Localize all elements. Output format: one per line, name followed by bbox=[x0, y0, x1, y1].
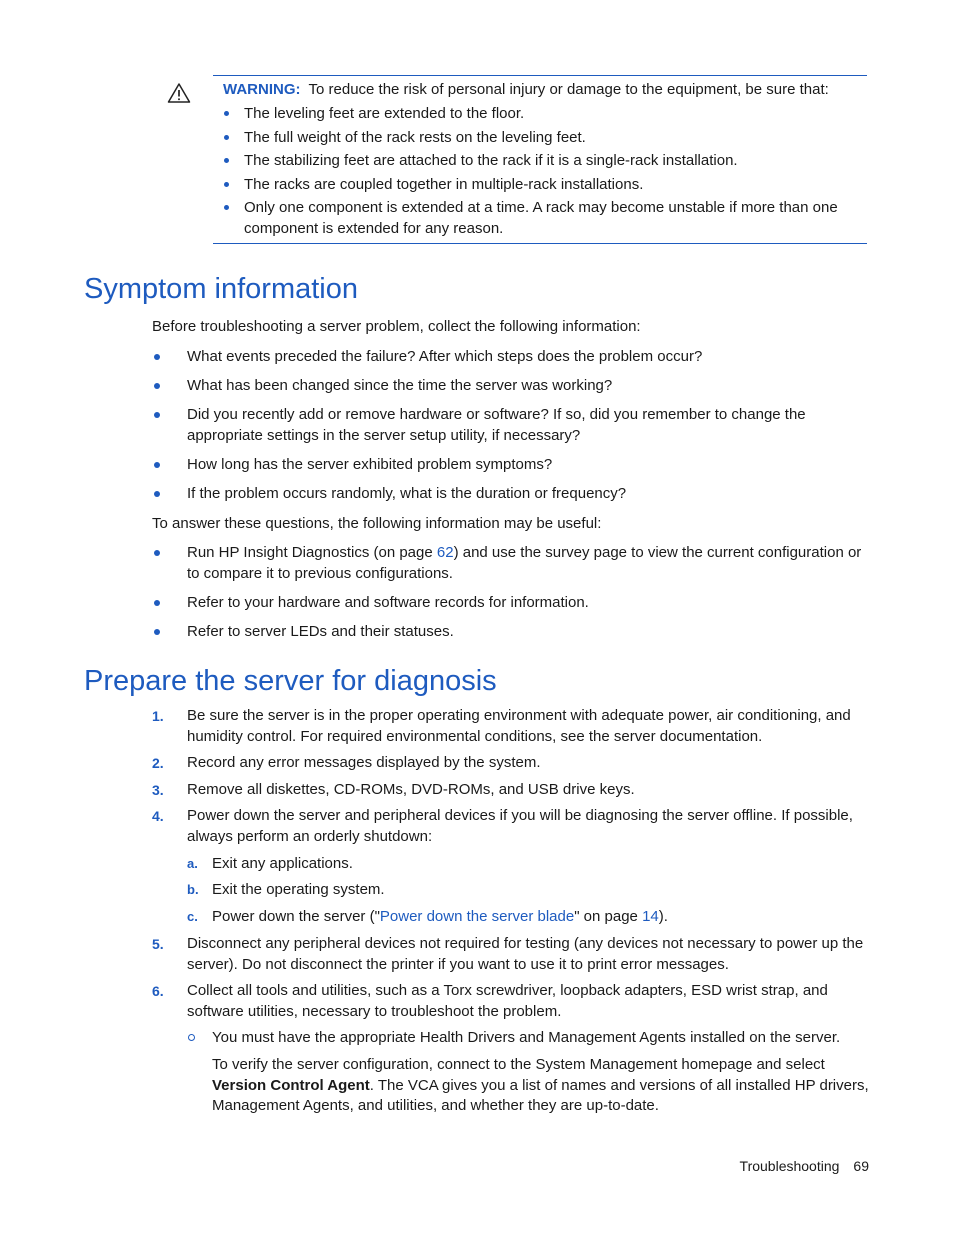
step-item bbox=[152, 706, 867, 747]
list-item-text: Run HP Insight Diagnostics (on page bbox=[187, 544, 437, 561]
warning-item bbox=[224, 150, 864, 171]
list-item-text: Did you recently add or remove hardware or software? If so, did you remember to change the appropriate settings in the server setup utility, if necessary? bbox=[187, 406, 806, 444]
section-title-prepare: Prepare the server for diagnosis bbox=[84, 665, 497, 697]
substep-text: Exit the operating system. bbox=[212, 881, 385, 898]
list-item-text: How long has the server exhibited problem symptoms? bbox=[187, 456, 553, 473]
power-down-blade-link[interactable]: Power down the server blade bbox=[379, 908, 575, 925]
step-text: Power down the server and peripheral devices if you will be diagnosing the server offline. If possible, always perform an orderly shutdown: bbox=[187, 807, 853, 845]
substep-text: ). bbox=[658, 908, 668, 925]
substep-text: Power down the server (" bbox=[212, 908, 380, 925]
step-number: 3. bbox=[152, 782, 164, 798]
list-item bbox=[152, 375, 867, 396]
step-text: Record any error messages displayed by the system. bbox=[187, 754, 541, 771]
page-number: 69 bbox=[853, 1158, 869, 1174]
warning-item-text: The racks are coupled together in multiple-rack installations. bbox=[244, 176, 644, 193]
symptom-intro-2: To answer these questions, the following information may be useful: bbox=[152, 515, 602, 532]
step-item bbox=[152, 780, 867, 801]
step-number: 2. bbox=[152, 755, 164, 771]
warning-item-text: The stabilizing feet are attached to the rack if it is a single-rack installation. bbox=[244, 152, 738, 169]
step-number: 5. bbox=[152, 936, 164, 952]
section-title-symptom: Symptom information bbox=[84, 273, 358, 305]
substep-letter: b. bbox=[187, 882, 199, 897]
list-item bbox=[152, 542, 867, 584]
step-text: Disconnect any peripheral devices not required for testing (any devices not necessary to power up the server). Do not disconnect the printer if you want to use it to print error messages. bbox=[187, 935, 864, 973]
version-control-agent-label: Version Control Agent bbox=[212, 1076, 370, 1094]
step-number: 6. bbox=[152, 983, 164, 999]
list-item-text: ) and use the survey page to view the current configuration or to compare it to previous configurations. bbox=[187, 544, 862, 582]
page-link[interactable]: 62 bbox=[436, 544, 454, 561]
substep-letter: a. bbox=[187, 856, 198, 871]
page-footer bbox=[740, 1158, 869, 1174]
note-item bbox=[187, 1028, 867, 1049]
substep-item bbox=[187, 854, 867, 875]
list-item bbox=[152, 454, 867, 475]
warning-item-text: Only one component is extended at a time. A rack may become unstable if more than one component is extended for any reason. bbox=[244, 199, 838, 237]
symptom-intro: Before troubleshooting a server problem, collect the following information: bbox=[152, 318, 641, 335]
step-number: 4. bbox=[152, 808, 164, 824]
warning-triangle-icon bbox=[167, 82, 191, 104]
list-item-text: What has been changed since the time the server was working? bbox=[187, 377, 613, 394]
substep-item bbox=[187, 880, 867, 901]
substep-text: Exit any applications. bbox=[212, 855, 353, 872]
list-item-text: Refer to your hardware and software records for information. bbox=[187, 594, 589, 611]
verify-paragraph bbox=[212, 1055, 870, 1117]
list-item-text: Refer to server LEDs and their statuses. bbox=[187, 623, 454, 640]
warning-item bbox=[224, 103, 864, 124]
step-item bbox=[152, 806, 867, 847]
step-item bbox=[152, 981, 867, 1022]
substep-letter: c. bbox=[187, 909, 198, 924]
step-item bbox=[152, 753, 867, 774]
note-text: You must have the appropriate Health Drivers and Management Agents installed on the server. bbox=[212, 1029, 841, 1046]
warning-item bbox=[224, 174, 864, 195]
list-item-text: If the problem occurs randomly, what is the duration or frequency? bbox=[187, 485, 627, 502]
list-item bbox=[152, 346, 867, 367]
footer-section: Troubleshooting bbox=[739, 1158, 840, 1174]
warning-item bbox=[224, 197, 864, 239]
list-item-text: What events preceded the failure? After which steps does the problem occur? bbox=[187, 348, 703, 365]
substep-text: " on page bbox=[574, 908, 643, 925]
step-text: Remove all diskettes, CD-ROMs, DVD-ROMs, and USB drive keys. bbox=[187, 781, 635, 798]
warning-item-text: The full weight of the rack rests on the leveling feet. bbox=[244, 129, 586, 146]
verify-text: To verify the server configuration, connect to the System Management homepage and select bbox=[212, 1056, 825, 1073]
warning-intro-text: To reduce the risk of personal injury or damage to the equipment, be sure that: bbox=[308, 81, 829, 98]
warning-item-text: The leveling feet are extended to the floor. bbox=[244, 105, 525, 122]
circle-bullet-icon bbox=[188, 1034, 195, 1041]
list-item bbox=[152, 483, 867, 504]
step-number: 1. bbox=[152, 708, 164, 724]
list-item bbox=[152, 621, 867, 642]
warning-intro bbox=[223, 80, 829, 100]
step-item bbox=[152, 934, 867, 975]
substep-item bbox=[187, 907, 867, 928]
verify-text: . The VCA gives you a list of names and versions of all installed HP drivers, Management Agents, and utilities, and whether they are up-to-date. bbox=[212, 1076, 869, 1114]
warning-label: WARNING: bbox=[223, 81, 301, 98]
step-text: Be sure the server is in the proper operating environment with adequate power, air conditioning, and humidity control. For required environmental conditions, see the server documentation. bbox=[187, 707, 851, 745]
warning-item bbox=[224, 127, 864, 148]
list-item bbox=[152, 404, 867, 446]
step-text: Collect all tools and utilities, such as a Torx screwdriver, loopback adapters, ESD wrist strap, and software utilities, necessary to troubleshoot the problem. bbox=[187, 982, 828, 1020]
list-item bbox=[152, 592, 867, 613]
page-link[interactable]: 14 bbox=[642, 908, 659, 925]
